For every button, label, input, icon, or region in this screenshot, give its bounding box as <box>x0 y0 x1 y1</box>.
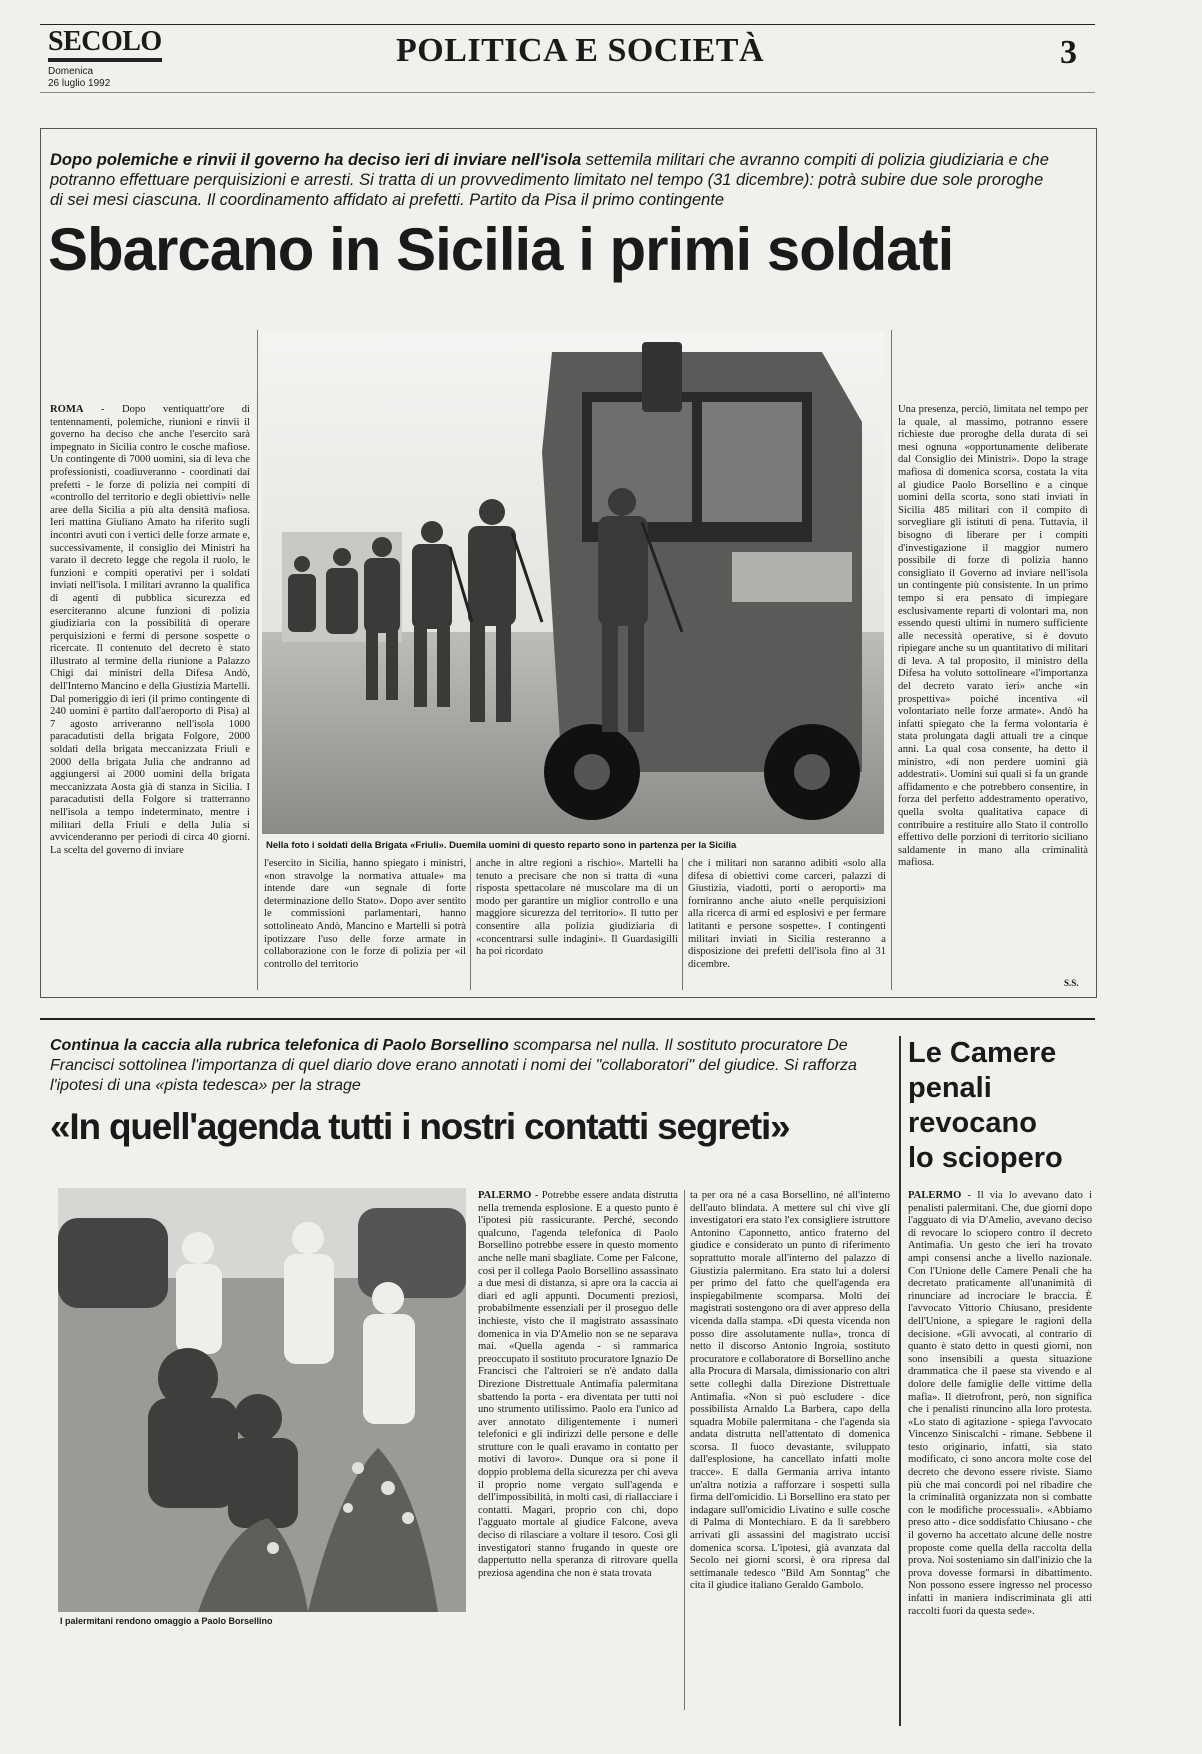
kicker-text: settemila militari che avranno compiti di polizia giudiziaria e che potranno effettuare perquisizioni e arresti. Si tratta di un provvedimento limitato nel tempo (31 dicembre): potrà subire due sole proroghe di sei mesi ciascuna. Il coordinamento affidato ai prefetti. Partito da Pisa il primo contingente <box>50 151 1049 209</box>
article-soldiers-col1 <box>50 404 250 990</box>
sidebar-headline-line: lo sciopero <box>908 1142 1063 1174</box>
col-divider <box>891 330 892 990</box>
col-divider <box>682 858 683 990</box>
article-soldiers-col4 <box>688 858 886 990</box>
masthead-rule <box>40 92 1095 93</box>
kicker-lead: Continua la caccia alla rubrica telefonica di Paolo Borsellino <box>50 1037 509 1054</box>
sidebar-headline <box>908 1036 1088 1176</box>
col5-text: Una presenza, perciò, limitata nel tempo per la quale, al massimo, potranno essere richieste due proroghe della durata di sei mesi ognuna «opportunamente deliberate dal Consiglio dei Ministri». Dopo la strage mafiosa di domenica scorsa, costata la vita al giudice Paolo Borsellino e a cinque uomini della scorta, sono stati inviati in Sicilia 485 militari con il compito di sorvegliare gli istituti di pena. Tuttavia, il bisogno di liberare per i compiti d'investigazione il maggior numero possibile di forze di polizia hanno consigliato il Governo ad inviare nell'isola un contingente più consistente. In un primo tempo si era pensato di impiegare esclusivamente reparti di volontari ma, non essendo questi ultimi in numero sufficiente alle necessità operative, si è dovuto ripiegare anche su un quantitativo di militari di leva. A tal proposito, il ministro della Difesa ha voluto sottolineare «l'importanza del decreto varato ieri» anche «in prospettiva» poiché incentiva «il volontariato nelle forze armate». Andò ha infatti spiegato che la ferma volontaria è stata prolungata dagli attuali tre a cinque anni. La qual cosa consente, ha detto il ministro, «di non perdere uomini già addestrati». Uomini sui quali si fa un grande affidamento e che potrebbero consentire, in forza del perfetto addestramento operativo, quella svolta qualitativa capace di contribuire a restituire allo Stato il controllo effettivo delle porzioni di territorio siciliano saldamente in mano alla criminalità mafiosa. <box>898 404 1088 869</box>
soldiers-photo-caption: Nella foto i soldati della Brigata «Friuli». Duemila uomini di questo reparto sono in partenza per la Sicilia <box>266 840 737 851</box>
col1-text: - Dopo ventiquattr'ore di tentennamenti, polemiche, riunioni e rinvii il governo ha deciso che anche l'esercito sarà impegnato in Sicilia contro le cosche mafiose. Un contingente di 7000 uomini, sia di leva che professionisti, coadiuveranno - coordinati dai prefetti - le forze di polizia nei compiti di «controllo del territorio e degli obiettivi» nelle aree della Sicilia a più alta densità mafiosa. Ieri mattina Giuliano Amato ha riferito sugli incontri avuti con i vertici delle forze armate e, successivamente, il consiglio dei Ministri ha varato il decreto legge che regola il ruolo, le funzioni e compiti operativi per i soldati inviati nell'isola. I militari avranno la qualifica di agenti di pubblica sicurezza ed eserciteranno alcune funzioni di polizia giudiziaria con la possibilità di operare perquisizioni e fermi di persone sospette o ricercate. Il contenuto del decreto è stato illustrato al termine della riunione a Palazzo Chigi dai ministri della Difesa Andò, dell'Interno Mancino e della Giustizia Martelli. Dal pomeriggio di ieri (il primo contingente di 240 uomini è partito dall'aeroporto di Pisa) al 7 agosto arriveranno nell'isola 1000 paracadutisti della brigata Folgore, 2000 soldati della brigata meccanizzata Friuli e 2000 della brigata Julia che andranno ad aggiungersi ai 2000 uomini della brigata meccanizzata Aosta già di stanza in Sicilia. I paracadutisti della Folgore si tratterranno nell'isola a tempo indeterminato, mentre i militari della Friuli e della Julia si avvicenderanno per periodi di circa 40 giorni. La scelta del governo di inviare <box>50 404 250 856</box>
tribute-photo <box>58 1188 466 1612</box>
issue-weekday: Domenica <box>48 66 94 77</box>
dateline-palermo: PALERMO <box>478 1190 532 1201</box>
article-agenda-col2 <box>690 1190 890 1710</box>
sidebar-divider <box>899 1036 901 1726</box>
col3-text: anche in altre regioni a rischio». Martelli ha tenuto a precisare che non si tratta di «una risposta spettacolare né muscolare ma di un modo per garantire un miglior controllo e una maggiore sicurezza del territorio». Il tutto per consentire alla polizia giudiziaria di «concentrarsi sulle indagini». Il Guardasigilli ha poi ricordato <box>476 858 678 958</box>
article-agenda-col1 <box>478 1190 678 1710</box>
kicker-lead: Dopo polemiche e rinvii il governo ha deciso ieri di inviare nell'isola <box>50 151 582 169</box>
section-title: POLITICA E SOCIETÀ <box>396 32 764 69</box>
newspaper-name: SECOLO <box>48 28 162 62</box>
page-number: 3 <box>1060 34 1077 71</box>
sidebar-text: - Il via lo avevano dato i penalisti palermitani. Che, due giorni dopo l'agguato di via D'Amelio, avevano deciso di revocare lo sciopero contro il decreto Antimafia. Un gesto che ieri ha trovato ampi consensi anche a livello nazionale. Con l'Unione delle Camere Penali che ha decretato praticamente all'unanimità di rinunciare ad incrociare le braccia. È l'avvocato Vittorio Chiusano, presidente dell'Unione, a spiegare le ragioni della decisione. «Gli avvocati, al contrario di quanto è stato detto in questi giorni, non sono insensibili a questa situazione drammatica che il paese sta vivendo e al dolore delle famiglie delle vittime della mafia». Il dietrofront, però, non significa che i penalisti rinuncino alla loro protesta. «Lo stato di agitazione - spiega l'avvocato Vincenzo Siniscalchi - rimane. Sebbene il testo originario, infatti, sia stato modificato, ci sono ancora molte cose del decreto che devono essere riviste. Siamo più che mai concordi poi nel ribadire che la criminalità organizzata non si combatte con le modifiche processuali». «Abbiamo preso atto - dice soddisfatto Chiusano - che il governo ha accettato alcune delle nostre proposte come quella della raccolta della prova. Noi sosteniamo sin dall'inizio che la prova dovesse formarsi in dibattimento. Non possono essere ingresso nel processo infatti in maniera indiscriminata gli atti raccolti fuori da questa sede». <box>908 1190 1092 1617</box>
article-soldiers-col3 <box>476 858 678 990</box>
col-divider <box>684 1190 685 1710</box>
article-soldiers-headline: Sbarcano in Sicilia i primi soldati <box>48 216 954 283</box>
issue-day: 26 luglio 1992 <box>48 78 111 89</box>
sidebar-headline-line: Le Camere <box>908 1037 1057 1069</box>
article-separator <box>40 1018 1095 1020</box>
author-initials: S.S. <box>1064 978 1079 988</box>
article-agenda-headline: «In quell'agenda tutti i nostri contatti segreti» <box>50 1106 790 1147</box>
sidebar-headline-line: penali <box>908 1072 992 1104</box>
article-soldiers-kicker <box>50 150 1050 210</box>
col2-text: ta per ora né a casa Borsellino, né all'interno dell'auto blindata. A mettere sul chi vive gli investigatori era stato l'ex consigliere istruttore Antonino Caponnetto, antico fraterno del giudice e considerato un punto di riferimento soprattutto morale all'interno del palazzo di Giustizia palermitano. Era stato lui a dolersi per primo del fatto che quell'agenda era inspiegabilmente scomparsa. Molti dei magistrati sostengono ora di aver appreso della vicenda dalla stampa. «Di questa vicenda non posso dire assolutamente nulla», tronca di netto il discorso Antonio Ingroia, sostituto procuratore e collaboratore di Borsellino anche alla Procura di Marsala, dimissionario con altri sette colleghi dalla Direzione Distrettuale Antimafia. «Non si può escludere - dice possibilista Arnaldo La Barbera, capo della squadra Mobile palermitana - che l'agenda sia andata distrutta nell'attentato di domenica scorsa. Il fuoco devastante, sviluppato dall'esplosione, ha cancellato infatti molte tracce». E dalla Germania arriva intanto un'altra notizia a rafforzare i sospetti sulla firma dell'omicidio. Lì Borsellino era stato per indagare sull'omicidio Livatino e sulle cosche di Palma di Montechiaro. E da lì sarebbero arrivati gli assassini del magistrato uccisi domenica scorsa. L'ipotesi, già avanzata dal Secolo nei giorni scorsi, è ora ripresa dal settimanale tedesco "Bild Am Sonntag" che cita il giudice italiano Geraldo Gambolo. <box>690 1190 890 1592</box>
col2-text: l'esercito in Sicilia, hanno spiegato i ministri, «non stravolge la normativa attuale» ma intende dare «un segnale di forte determinazione dello Stato». Dopo aver sentito le commissioni parlamentari, hanno sottolineato Andò, Mancino e Martelli si potrà ipotizzare l'uso delle forze armate in collaborazione con le forze di polizia per «il controllo del territorio <box>264 858 466 970</box>
soldiers-photo <box>262 332 884 834</box>
sidebar-headline-line: revocano <box>908 1107 1037 1139</box>
masthead <box>48 28 162 90</box>
kicker-text: scomparsa nel nulla. Il sostituto procuratore De Francisci sottolinea l'importanza di quel diario dove erano annotati i nomi dei "collaboratori" del giudice. Si rafforza l'ipotesi di una «pista tedesca» per la strage <box>50 1037 857 1094</box>
article-soldiers-col5 <box>898 404 1088 974</box>
dateline-roma: ROMA <box>50 404 84 415</box>
col1-text: - Potrebbe essere andata distrutta nella tremenda esplosione. E a questo punto è l'ipotesi più rassicurante. Perché, secondo qualcuno, l'agenda telefonica di Paolo Borsellino potrebbe essere in questo momento anche nelle mani sbagliate. Come per Falcone, così per il collega Paolo Borsellino assassinato a due mesi di distanza, si apre ora la caccia ai diari ed agli appunti. Documenti preziosi, probabilmente essenziali per il proseguo delle inchieste, visto che il magistrato assassinato domenica in via D'Amelio non se ne separava mai. «Quella agenda - si rammarica preoccupato il sostituto procuratore Ignazio De Francisci che l'altroieri se n'è andato dalla Direzione Distrettuale Antimafia palermitana sbattendo la porta - era diventata per tutti noi uno strumento utilissimo. Paolo era l'unico ad aver annotato diligentemente i numeri telefonici e gli indirizzi delle persone e delle strutture con le quali eravamo in contatto per motivi di lavoro». Dunque ora si pone il doppio problema della sicurezza per chi aveva il proprio nome vergato sull'agenda e dell'impossibilità, in molti casi, di riallacciare i contatti. Magari, proprio con chi, dopo l'agguato mortale al giudice Falcone, aveva deciso di rilasciare a voltare il tesoro. Così gli investigatori stanno frugando in queste ore dappertutto nella speranza di ritrovare quella preziosa agendina che non è stata trovata <box>478 1190 678 1579</box>
col4-text: che i militari non saranno adibiti «solo alla difesa di obiettivi come carceri, palazzi di Giustizia, viadotti, porti o aeroporti» ma forniranno anche aiuto «nelle perquisizioni alla ricerca di armi ed esplosivi e per fermare latitanti e persone sospette». I contingenti militari inviati in Sicilia resteranno a disposizione dei prefetti dell'isola fino al 31 dicembre. <box>688 858 886 970</box>
col-divider <box>257 330 258 990</box>
tribute-photo-caption: I palermitani rendono omaggio a Paolo Borsellino <box>60 1616 273 1626</box>
issue-date <box>48 66 162 90</box>
dateline-palermo: PALERMO <box>908 1190 962 1201</box>
article-soldiers-col2 <box>264 858 466 990</box>
sidebar-body <box>908 1190 1092 1710</box>
col-divider <box>470 858 471 990</box>
top-rule <box>40 24 1095 25</box>
article-agenda-kicker <box>50 1036 880 1096</box>
